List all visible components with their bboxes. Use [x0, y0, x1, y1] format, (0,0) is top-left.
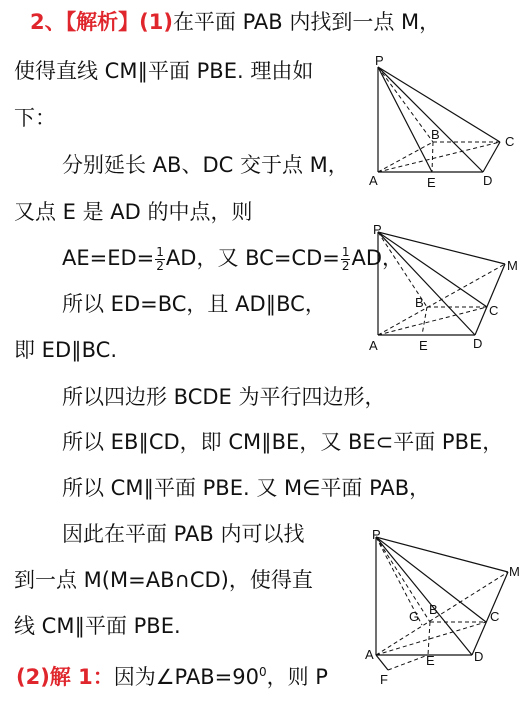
- text-line-1: 在平面 PAB 内找到一点 M，: [172, 10, 441, 34]
- fig3-label-c: C: [490, 609, 500, 624]
- text-line-7: 所以 ED=BC，且 AD∥BC，: [62, 292, 326, 316]
- text-line-5: 又点 E 是 AD 的中点，则: [14, 200, 253, 224]
- fraction-half-2: $\frac{1}{2}$: [341, 244, 350, 273]
- fraction-half: $\frac{1}{2}$: [156, 244, 164, 273]
- text-line-13: 到一点 M(M=AB∩CD)，使得直: [14, 568, 313, 592]
- fig2-label-e: E: [419, 338, 428, 353]
- fig2-label-a: A: [369, 338, 378, 353]
- text-line-4: 分别延长 AB、DC 交于点 M，: [62, 153, 349, 177]
- fig1-label-c: C: [505, 134, 515, 149]
- text-line-6b: AD，又 BC=CD=: [165, 246, 340, 270]
- figure-1-pyramid: [365, 55, 525, 190]
- fig2-label-m: M: [507, 258, 518, 273]
- text-line-6c: AD，: [351, 246, 404, 270]
- fig2-label-p: P: [373, 222, 382, 237]
- fig3-label-e: E: [426, 653, 435, 668]
- text-line-15: [16, 658, 328, 691]
- fig1-label-e: E: [427, 175, 436, 190]
- part-2-label: (2)解 1：: [16, 665, 114, 689]
- text-line-9: 所以四边形 BCDE 为平行四边形，: [62, 385, 386, 409]
- fig3-label-b: B: [429, 602, 438, 617]
- fig1-label-b: B: [431, 127, 440, 142]
- heading-line: [30, 8, 440, 36]
- fig2-label-d: D: [473, 336, 483, 351]
- fig1-label-p: P: [375, 55, 384, 68]
- figure-2-pyramid: [365, 222, 525, 357]
- analysis-tag: 【解析】: [65, 10, 140, 34]
- figure-3-pyramid: [360, 527, 525, 687]
- text-line-10: 所以 EB∥CD，即 CM∥BE，又 BE⊂平面 PBE，: [62, 430, 504, 454]
- text-line-15b: ，则 P: [266, 665, 328, 689]
- text-line-12: 因此在平面 PAB 内可以找: [62, 522, 305, 546]
- fig2-label-c: C: [489, 303, 499, 318]
- fig3-label-p: P: [372, 527, 381, 542]
- fig3-label-g: G: [409, 609, 420, 624]
- text-line-11: 所以 CM∥平面 PBE. 又 M∈平面 PAB，: [62, 476, 431, 500]
- text-line-15a: 因为∠PAB=90: [113, 665, 259, 689]
- text-line-6a: AE=ED=: [62, 246, 155, 270]
- fig3-label-d: D: [474, 649, 484, 664]
- fig3-label-a: A: [365, 647, 374, 662]
- fig3-label-m: M: [509, 564, 520, 579]
- fig1-label-d: D: [483, 173, 493, 188]
- text-line-8: 即 ED∥BC.: [14, 338, 117, 362]
- fig1-label-a: A: [369, 173, 378, 188]
- degree-superscript: 0: [258, 665, 267, 679]
- fig2-label-b: B: [415, 295, 424, 310]
- text-line-3: 下：: [14, 106, 56, 130]
- part-label: (1): [139, 10, 173, 34]
- problem-number: 2、: [30, 10, 66, 34]
- text-line-6: [62, 244, 403, 273]
- text-line-2: 使得直线 CM∥平面 PBE. 理由如: [14, 59, 314, 83]
- fig3-label-f: F: [380, 672, 388, 687]
- text-line-14: 线 CM∥平面 PBE.: [14, 614, 181, 638]
